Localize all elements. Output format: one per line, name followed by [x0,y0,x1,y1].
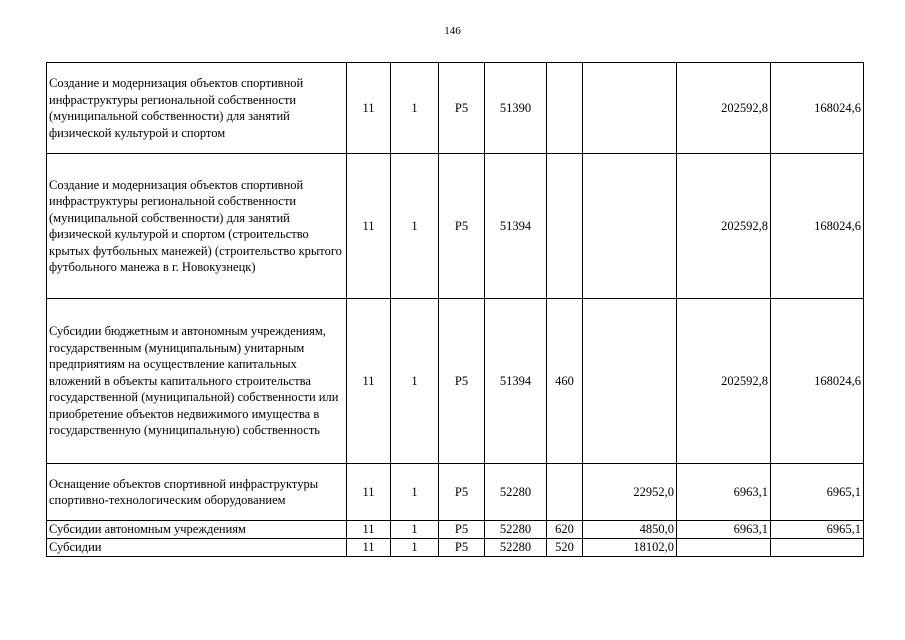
table-row [47,299,864,464]
subsection-cell: 1 [391,154,439,299]
value-1-cell: 18102,0 [583,539,677,557]
section-cell: 11 [347,464,391,521]
expense-type-cell [547,63,583,154]
code-cell: 52280 [485,539,547,557]
section-cell: 11 [347,539,391,557]
code-cell: 51394 [485,299,547,464]
value-2-cell: 6963,1 [677,521,771,539]
subsection-cell: 1 [391,521,439,539]
value-1-cell [583,154,677,299]
row-name-cell: Создание и модернизация объектов спортивной инфраструктуры региональной собственности (муниципальной собственности) для занятий физической культурой и спортом [47,63,347,154]
subsection-cell: 1 [391,63,439,154]
value-1-cell: 22952,0 [583,464,677,521]
program-cell: Р5 [439,63,485,154]
section-cell: 11 [347,299,391,464]
table-row [47,63,864,154]
value-3-cell [771,539,864,557]
code-cell: 52280 [485,464,547,521]
row-name-cell: Создание и модернизация объектов спортивной инфраструктуры региональной собственности (муниципальной собственности) для занятий физической культурой и спортом (строительство крытых футбольных манежей) (строительство крытого футбольного манежа в г. Новокузнецк) [47,154,347,299]
program-cell: Р5 [439,539,485,557]
value-1-cell [583,63,677,154]
value-2-cell: 6963,1 [677,464,771,521]
subsection-cell: 1 [391,299,439,464]
table-row [47,154,864,299]
page-number: 146 [444,25,461,37]
section-cell: 11 [347,521,391,539]
subsection-cell: 1 [391,539,439,557]
program-cell: Р5 [439,299,485,464]
value-1-cell: 4850,0 [583,521,677,539]
expense-type-cell: 520 [547,539,583,557]
section-cell: 11 [347,154,391,299]
expense-type-cell: 620 [547,521,583,539]
value-3-cell: 168024,6 [771,299,864,464]
code-cell: 51390 [485,63,547,154]
value-2-cell [677,539,771,557]
table-row [47,521,864,539]
budget-table [46,62,864,557]
program-cell: Р5 [439,464,485,521]
value-3-cell: 6965,1 [771,521,864,539]
row-name-cell: Субсидии бюджетным и автономным учреждениям, государственным (муниципальным) унитарным предприятиям на осуществление капитальных вложений в объекты капитального строительства государственной (муниципальной) собственности или приобретение объектов недвижимого имущества в государственную (муниципальную) собственность [47,299,347,464]
row-name-cell: Субсидии [47,539,347,557]
value-2-cell: 202592,8 [677,154,771,299]
table-row [47,464,864,521]
value-3-cell: 6965,1 [771,464,864,521]
value-2-cell: 202592,8 [677,63,771,154]
value-1-cell [583,299,677,464]
table-row [47,539,864,557]
value-3-cell: 168024,6 [771,154,864,299]
row-name-cell: Оснащение объектов спортивной инфраструктуры спортивно-технологическим оборудованием [47,464,347,521]
value-3-cell: 168024,6 [771,63,864,154]
program-cell: Р5 [439,154,485,299]
value-2-cell: 202592,8 [677,299,771,464]
section-cell: 11 [347,63,391,154]
code-cell: 52280 [485,521,547,539]
code-cell: 51394 [485,154,547,299]
expense-type-cell [547,464,583,521]
row-name-cell: Субсидии автономным учреждениям [47,521,347,539]
program-cell: Р5 [439,521,485,539]
subsection-cell: 1 [391,464,439,521]
expense-type-cell [547,154,583,299]
expense-type-cell: 460 [547,299,583,464]
